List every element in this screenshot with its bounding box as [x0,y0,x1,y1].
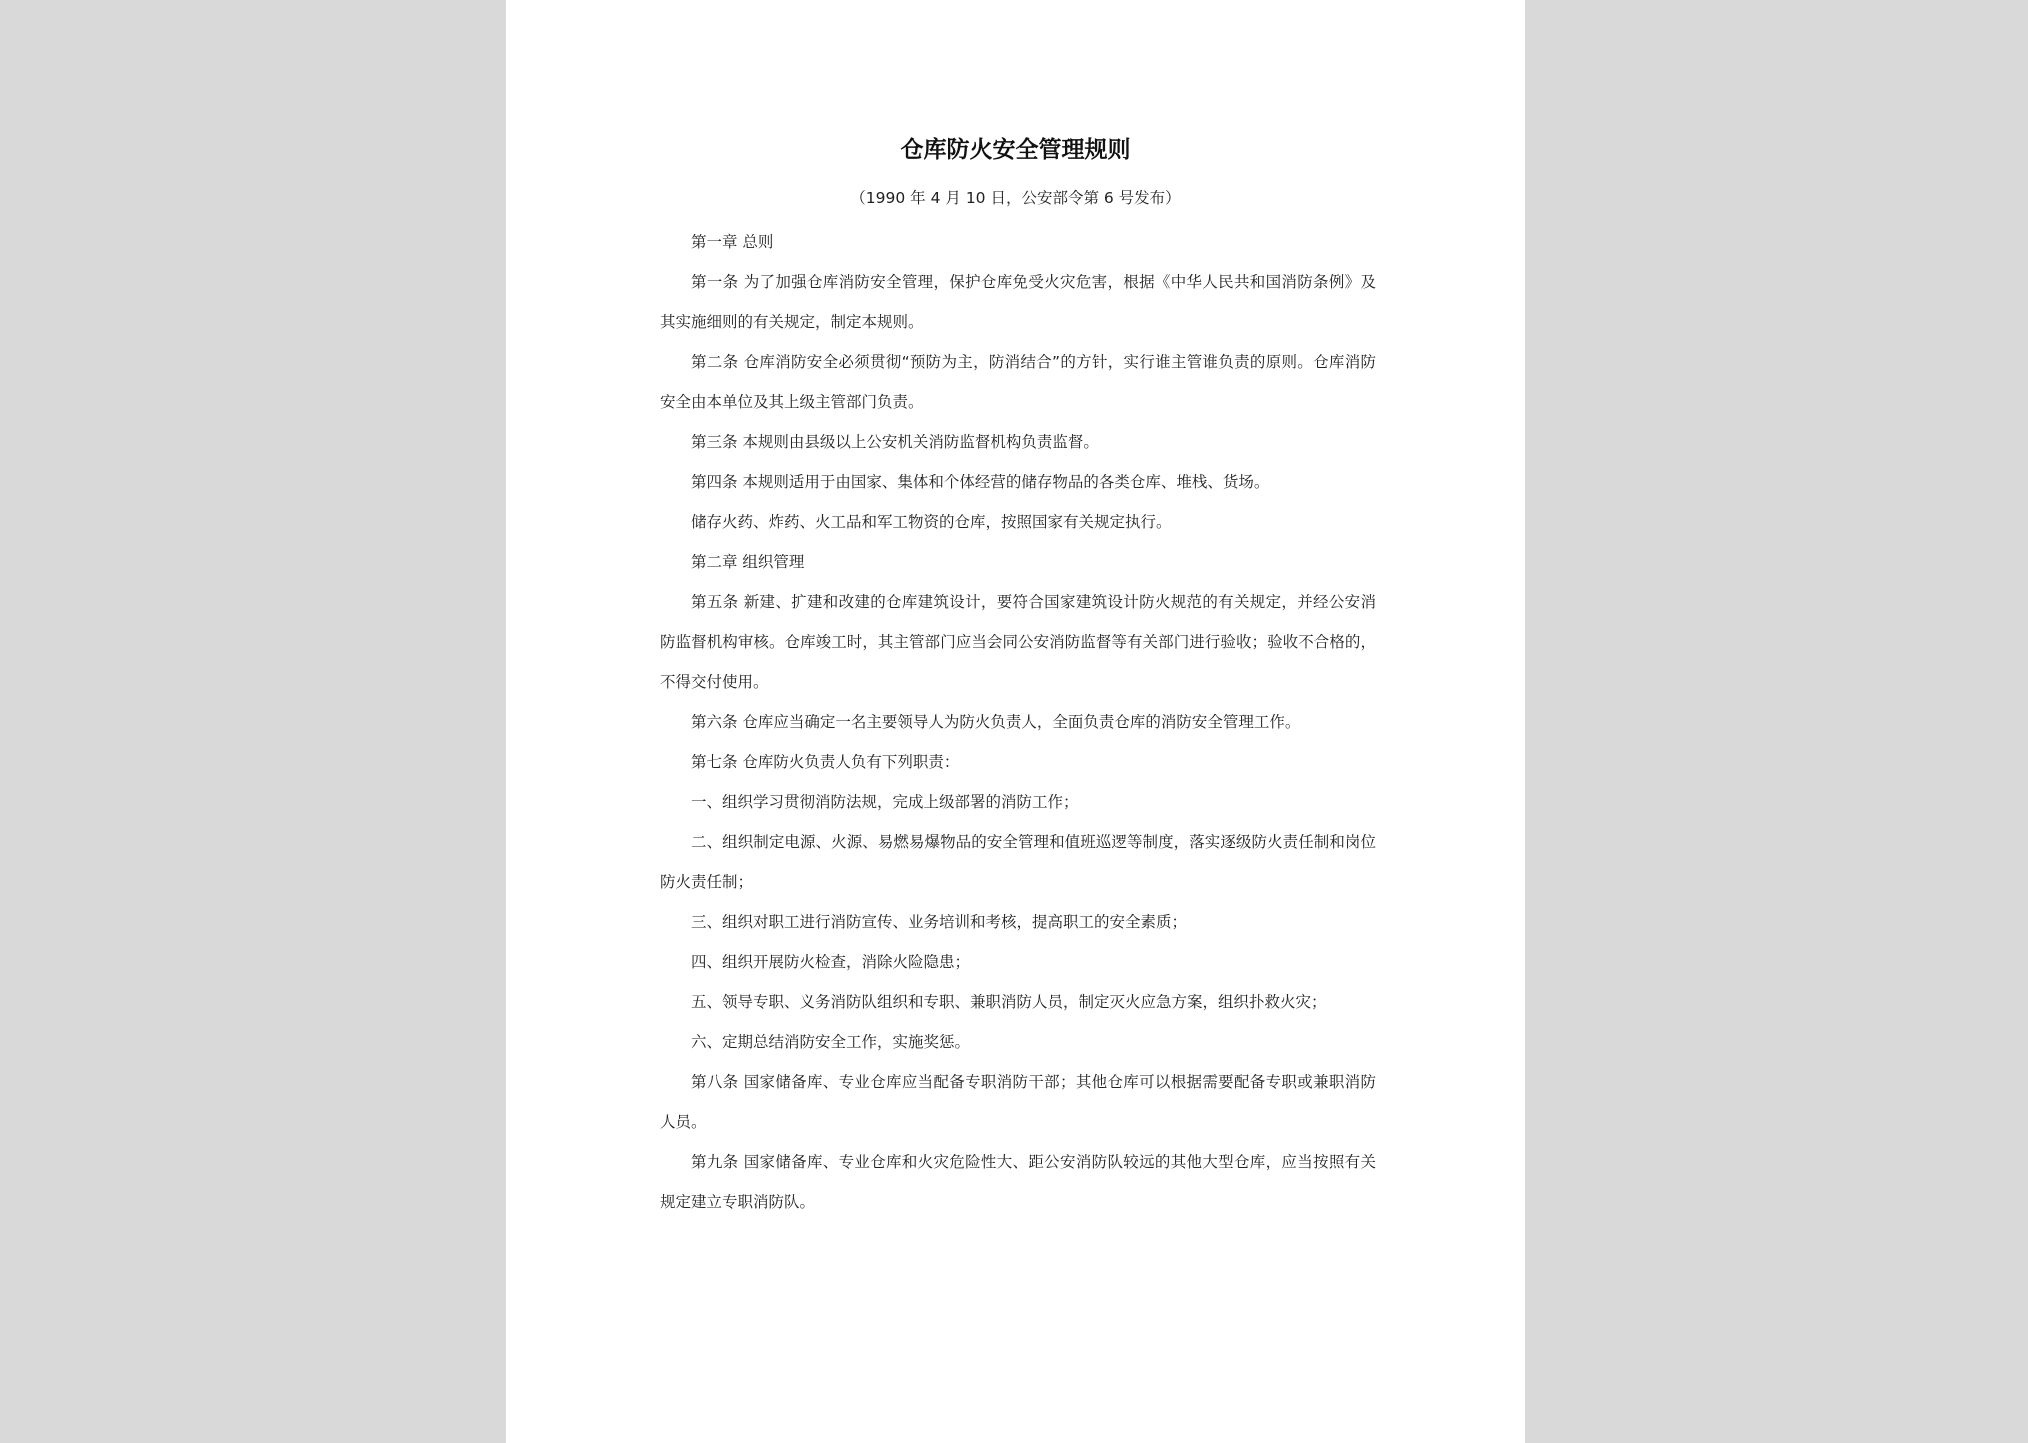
article-paragraph: 第七条 仓库防火负责人负有下列职责： [691,753,960,771]
list-item: 五、领导专职、义务消防队组织和专职、兼职消防人员，制定灭火应急方案，组织扑救火灾； [691,993,1327,1011]
list-item: 六、定期总结消防安全工作，实施奖惩。 [691,1033,971,1051]
article-paragraph: 第八条 国家储备库、专业仓库应当配备专职消防干部；其他仓库可以根据需要配备专职或兼职消防人员。 [660,1073,1376,1131]
chapter-heading: 第二章 组织管理 [691,553,805,571]
article-paragraph: 第六条 仓库应当确定一名主要领导人为防火负责人，全面负责仓库的消防安全管理工作。 [691,713,1301,731]
article-paragraph: 第四条 本规则适用于由国家、集体和个体经营的储存物品的各类仓库、堆栈、货场。 [691,473,1270,491]
document-title: 仓库防火安全管理规则 [900,136,1131,163]
list-item: 二、组织制定电源、火源、易燃易爆物品的安全管理和值班巡逻等制度，落实逐级防火责任制和岗位防火责任制； [660,833,1376,891]
article-paragraph: 第一条 为了加强仓库消防安全管理，保护仓库免受火灾危害，根据《中华人民共和国消防条例》及其实施细则的有关规定，制定本规则。 [660,273,1376,331]
document-body [660,222,1376,1222]
article-paragraph: 第五条 新建、扩建和改建的仓库建筑设计，要符合国家建筑设计防火规范的有关规定，并经公安消防监督机构审核。仓库竣工时，其主管部门应当会同公安消防监督等有关部门进行验收；验收不合格的，不得交付使用。 [660,593,1376,691]
document-subtitle: （1990 年 4 月 10 日，公安部令第 6 号发布） [850,189,1181,207]
article-paragraph: 第二条 仓库消防安全必须贯彻“预防为主，防消结合”的方针，实行谁主管谁负责的原则。仓库消防安全由本单位及其上级主管部门负责。 [660,353,1376,411]
article-paragraph: 储存火药、炸药、火工品和军工物资的仓库，按照国家有关规定执行。 [691,513,1172,531]
list-item: 四、组织开展防火检查，消除火险隐患； [691,953,971,971]
list-item: 三、组织对职工进行消防宣传、业务培训和考核，提高职工的安全素质； [691,913,1188,931]
list-item: 一、组织学习贯彻消防法规，完成上级部署的消防工作； [691,793,1079,811]
chapter-heading: 第一章 总则 [691,233,774,251]
article-paragraph: 第三条 本规则由县级以上公安机关消防监督机构负责监督。 [691,433,1099,451]
article-paragraph: 第九条 国家储备库、专业仓库和火灾危险性大、距公安消防队较远的其他大型仓库，应当按照有关规定建立专职消防队。 [660,1153,1376,1211]
document-page [506,0,1525,1443]
